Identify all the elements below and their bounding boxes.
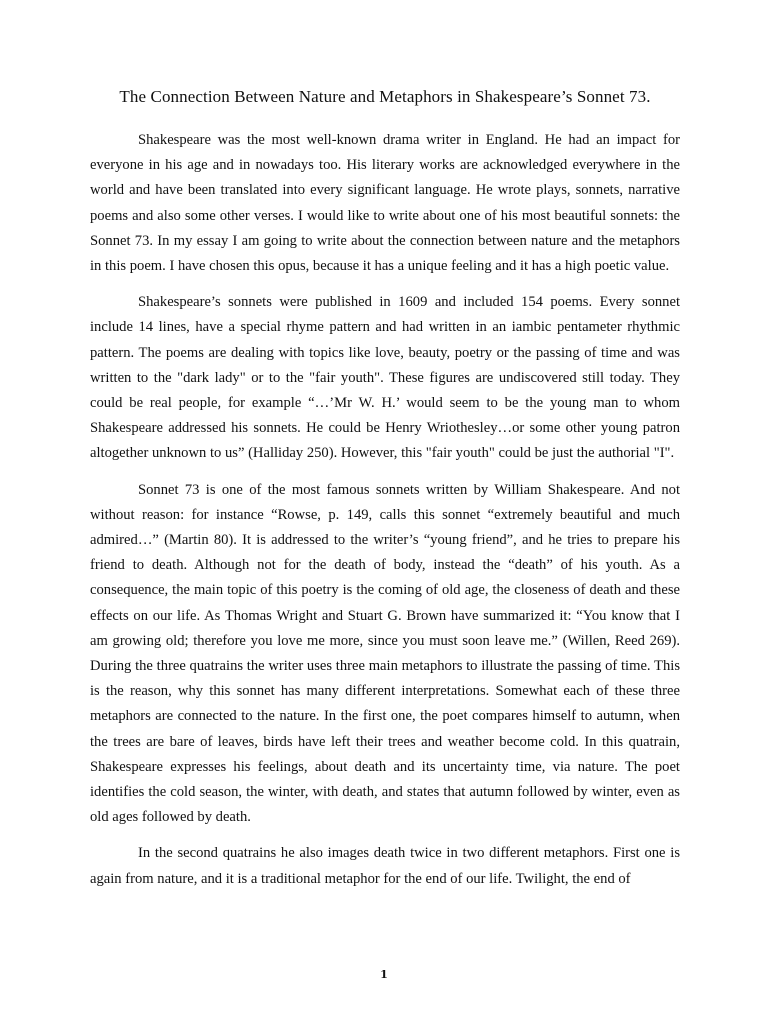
paragraph-intro: Shakespeare was the most well-known drama writer in England. He had an impact for everyone in his age and in nowadays too. His literary works are acknowledged everywhere in the world and have been translated into every significant language. He wrote plays, sonnets, narrative poems and also some other verses. I would like to write about one of his most beautiful sonnets: the Sonnet 73. In my essay I am going to write about the connection between nature and the metaphors in this poem. I have chosen this opus, because it has a unique feeling and it has a high poetic value. <box>90 132 680 275</box>
page-number: 1 <box>380 968 388 981</box>
paragraph-second-quatrain: In the second quatrains he also images death twice in two different metaphors. First one is again from nature, and it is a traditional metaphor for the end of our life. Twilight, the end of <box>90 845 680 887</box>
paragraph-sonnet-73: Sonnet 73 is one of the most famous sonnets written by William Shakespeare. And not without reason: for instance “Rowse, p. 149, calls this sonnet “extremely beautiful and much admired…” (Martin 80). It is addressed to the writer’s “young friend”, and he tries to prepare his friend to death. Although not for the death of body, instead the “death” of his youth. As a consequence, the main topic of this poetry is the coming of old age, the closeness of death and these effects on our life. As Thomas Wright and Stuart G. Brown have summarized it: “You know that I am growing old; therefore you love me more, since you must soon leave me.” (Willen, Reed 269). During the three quatrains the writer uses three main metaphors to illustrate the passing of time. This is the reason, why this sonnet has many different interpretations. Somewhat each of these three metaphors are connected to the nature. In the first one, the poet compares himself to autumn, when the trees are bare of leaves, birds have left their trees and weather become cold. In this quatrain, Shakespeare expresses his feelings, about death and its uncertainty time, via nature. The poet identifies the cold season, the winter, with death, and states that autumn followed by winter, even as old ages followed by death. <box>90 481 680 826</box>
paragraph-sonnets-publication: Shakespeare’s sonnets were published in 1609 and included 154 poems. Every sonnet include 14 lines, have a special rhyme pattern and had written in an iambic pentameter rhythmic pattern. The poems are dealing with topics like love, beauty, poetry or the passing of time and was written to the "dark lady" or to the "fair youth". These figures are undiscovered still today. They could be real people, for example “…’Mr W. H.’ would seem to be the young man to whom Shakespeare addressed his sonnets. He could be Henry Wriothesley…or some other young patron altogether unknown to us” (Halliday 250). However, this "fair youth" could be just the authorial "I". <box>90 294 680 462</box>
document-title: The Connection Between Nature and Metaphors in Shakespeare’s Sonnet 73. <box>119 87 651 106</box>
